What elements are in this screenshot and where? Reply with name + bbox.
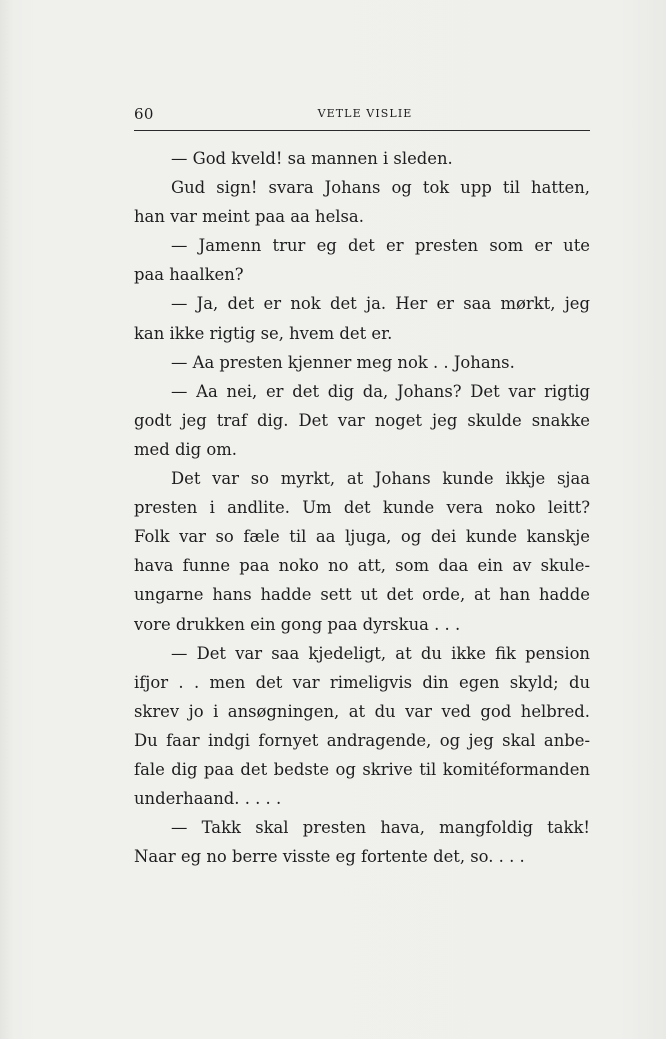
text-line: paa haalken? xyxy=(134,265,244,285)
text-line: han var meint paa aa helsa. xyxy=(134,207,364,227)
text-line: vore drukken ein gong paa dyrskua . . . xyxy=(134,614,461,634)
text-line: skrev jo i ansøgningen, at du var ved god helbred. xyxy=(134,701,590,721)
text-line: hava funne paa noko no att, som daa ein av skule- xyxy=(134,556,590,576)
text-line: presten i andlite. Um det kunde vera noko leitt? xyxy=(134,498,590,518)
text-line: underhaand. . . . . xyxy=(134,789,282,809)
text-line: med dig om. xyxy=(134,439,238,459)
text-line: ungarne hans hadde sett ut det orde, at han hadde xyxy=(134,585,590,605)
text-line: ifjor . . men det var rimeligvis din egen skyld; du xyxy=(134,672,590,692)
text-line: fale dig paa det bedste og skrive til komitéformanden xyxy=(134,759,590,779)
header-rule xyxy=(134,130,590,131)
text-line: Du faar indgi fornyet andragende, og jeg skal anbe- xyxy=(134,730,590,750)
text-line: — Jamenn trur eg det er presten som er ute xyxy=(171,236,590,256)
text-line: Folk var so fæle til aa ljuga, og dei kunde kanskje xyxy=(134,527,590,547)
text-line: Naar eg no berre visste eg fortente det, so. . . . xyxy=(134,847,525,867)
text-line: — Ja, det er nok det ja. Her er saa mørkt, jeg xyxy=(171,294,590,314)
text-line: Det var so myrkt, at Johans kunde ikkje sjaa xyxy=(171,469,590,489)
text-line: — Det var saa kjedeligt, at du ikke fik pension xyxy=(171,643,590,663)
text-line: — Takk skal presten hava, mangfoldig takk! xyxy=(171,818,590,838)
text-line: godt jeg traf dig. Det var noget jeg skulde snakke xyxy=(134,410,590,430)
text-line: Gud sign! svara Johans og tok upp til hatten, xyxy=(171,178,590,198)
text-line: — God kveld! sa mannen i sleden. xyxy=(171,149,453,168)
running-head: VETLE VISLIE xyxy=(317,107,413,120)
text-line: — Aa nei, er det dig da, Johans? Det var rigtig xyxy=(171,381,590,401)
page-header xyxy=(134,103,590,129)
page-number: 60 xyxy=(134,105,154,123)
text-line: — Aa presten kjenner meg nok . . Johans. xyxy=(171,352,515,372)
text-line: kan ikke rigtig se, hvem det er. xyxy=(134,323,393,343)
body-text xyxy=(134,144,590,871)
